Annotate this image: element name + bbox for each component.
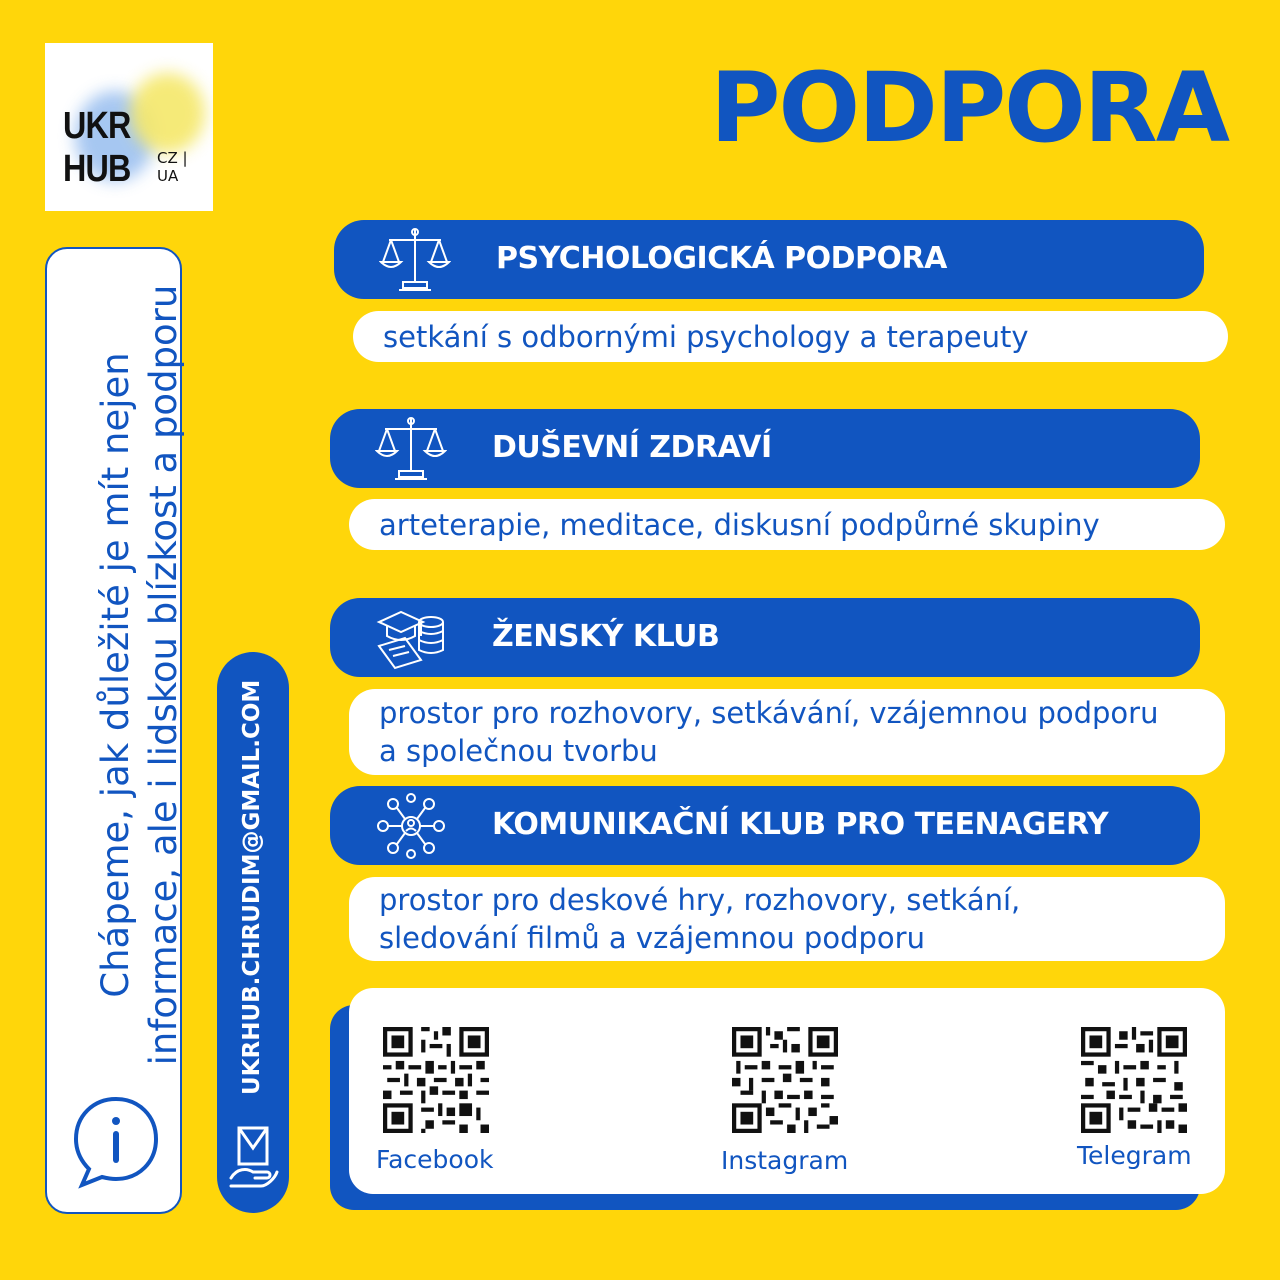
section-description <box>349 877 1225 961</box>
qr-code-icon[interactable] <box>383 1027 489 1133</box>
scales-icon <box>375 415 447 483</box>
logo <box>45 43 213 211</box>
section-description <box>349 499 1225 550</box>
section-title: ŽENSKÝ KLUB <box>492 619 720 654</box>
scales-icon <box>379 226 451 294</box>
mail-hand-icon <box>227 1122 281 1192</box>
section-title: DUŠEVNÍ ZDRAVÍ <box>492 430 772 465</box>
section-description <box>349 689 1225 775</box>
qr-label-facebook[interactable]: Facebook <box>376 1145 494 1174</box>
logo-name: UKR HUB <box>63 105 131 190</box>
logo-subtitle: CZ | UA <box>157 149 188 185</box>
side-note-text: Chápeme, jak důležité je mít nejen informace, ale i lidskou blízkost a podporu <box>94 284 185 1066</box>
section-title: KOMUNIKAČNÍ KLUB PRO TEENAGERY <box>492 807 1109 842</box>
section-description <box>353 311 1228 362</box>
network-people-icon <box>375 792 447 860</box>
section-description-text: prostor pro deskové hry, rozhovory, setkání, sledování filmů a vzájemnou podporu <box>379 883 1021 955</box>
qr-code-icon[interactable] <box>732 1027 838 1133</box>
qr-code-icon[interactable] <box>1081 1027 1187 1133</box>
section-header-mental-health <box>330 409 1200 488</box>
section-description-text: setkání s odbornými psychology a terapeuty <box>383 319 1029 354</box>
section-header-psychological <box>334 220 1204 299</box>
section-header-teen-club <box>330 786 1200 865</box>
page-title: PODPORA <box>710 52 1228 164</box>
section-description-text: prostor pro rozhovory, setkávání, vzájemnou podporu a společnou tvorbu <box>379 696 1159 768</box>
graduation-coins-icon <box>375 604 447 672</box>
info-bubble-icon <box>68 1093 164 1189</box>
section-description-text: arteterapie, meditace, diskusní podpůrné skupiny <box>379 507 1100 542</box>
section-header-womens-club <box>330 598 1200 677</box>
email-address[interactable]: UKRHUB.CHRUDIM@GMAIL.COM <box>239 679 265 1095</box>
qr-label-instagram[interactable]: Instagram <box>721 1146 849 1175</box>
qr-label-telegram[interactable]: Telegram <box>1077 1141 1192 1170</box>
section-title: PSYCHOLOGICKÁ PODPORA <box>496 241 947 276</box>
